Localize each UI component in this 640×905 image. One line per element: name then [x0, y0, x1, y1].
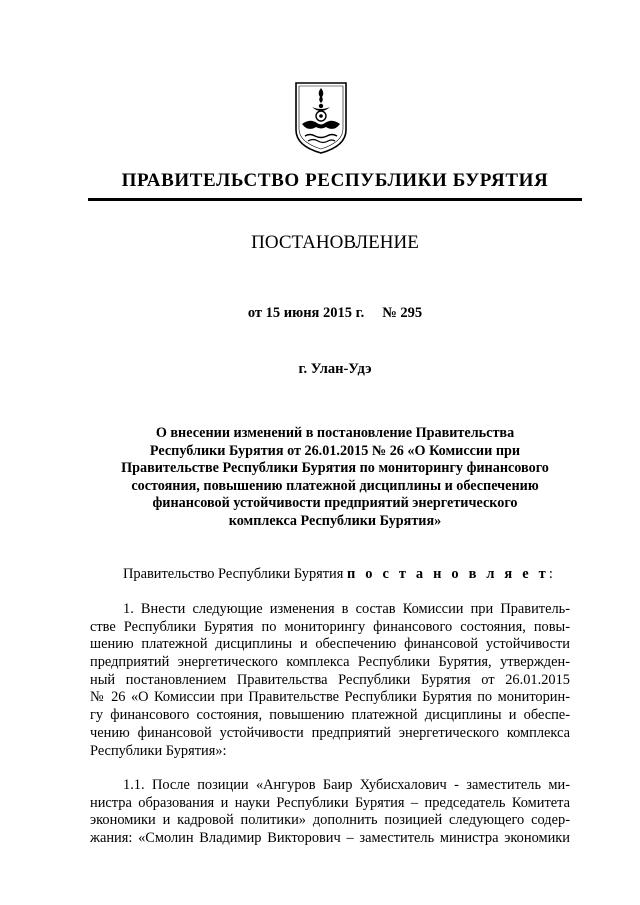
preamble-line: [90, 566, 570, 584]
paragraph-line: нистра образования и науки Республики Бурятия – председатель Комитета: [90, 794, 570, 811]
document-date-line: [90, 305, 580, 322]
coat-of-arms-icon: [293, 80, 349, 156]
paragraph-line: Республики Бурятия»:: [90, 742, 227, 759]
subject-line: комплекса Республики Бурятия»: [228, 512, 442, 529]
preamble-decree-word: п о с т а н о в л я е т: [346, 566, 549, 582]
paragraph-line: предприятий энергетического комплекса Республики Бурятия, утвержден-: [90, 654, 570, 671]
document-city: г. Улан-Удэ: [298, 361, 372, 377]
document-type: ПОСТАНОВЛЕНИЕ: [251, 232, 419, 253]
preamble-end: :: [548, 566, 553, 582]
subject-line: финансовой устойчивости предприятий энергетического: [152, 495, 518, 512]
paragraph-line: ный постановлением Правительства Республики Бурятия от 26.01.2015: [90, 671, 570, 688]
document-number: № 295: [382, 305, 423, 321]
paragraph-line: шению платежной дисциплины и обеспечению финансовой устойчивости: [90, 636, 570, 653]
document-date: от 15 июня 2015 г.: [247, 305, 365, 321]
paragraph-line: стве Республики Бурятия по мониторингу финансового состояния, повы-: [90, 618, 570, 635]
subject-line: Правительстве Республики Бурятия по мониторингу финансового: [121, 460, 549, 477]
document-subject: [90, 425, 580, 531]
subject-line: О внесении изменений в постановление Правительства: [155, 425, 515, 441]
paragraph-line: 1. Внести следующие изменения в состав Комиссии при Правитель-: [123, 601, 570, 617]
subject-line: Республики Бурятия от 26.01.2015 № 26 «О Комиссии при: [149, 442, 521, 459]
paragraph-line: № 26 «О Комиссии при Правительстве Республики Бурятия по мониторин-: [90, 689, 570, 706]
paragraph-1-1: [90, 777, 570, 848]
paragraph-line: чению финансовой устойчивости предприятий энергетического комплекса: [90, 724, 570, 741]
header-rule: [88, 198, 582, 201]
paragraph-line: экономики и кадровой политики» дополнить позицией следующего содер-: [90, 812, 570, 829]
paragraph-line: 1.1. После позиции «Ангуров Баир Хубисхалович - заместитель ми-: [123, 777, 570, 793]
subject-line: состояния, повышению платежной дисциплины и обеспечению: [131, 477, 539, 494]
government-title: ПРАВИТЕЛЬСТВО РЕСПУБЛИКИ БУРЯТИЯ: [121, 170, 549, 191]
paragraph-1: [90, 601, 570, 760]
preamble-text: Правительство Республики Бурятия: [123, 566, 347, 582]
preamble: [90, 566, 570, 584]
paragraph-line: гу финансового состояния, повышению платежной дисциплины и обеспе-: [90, 707, 570, 724]
paragraph-line: жания: «Смолин Владимир Викторович – заместитель министра экономики: [90, 830, 570, 847]
